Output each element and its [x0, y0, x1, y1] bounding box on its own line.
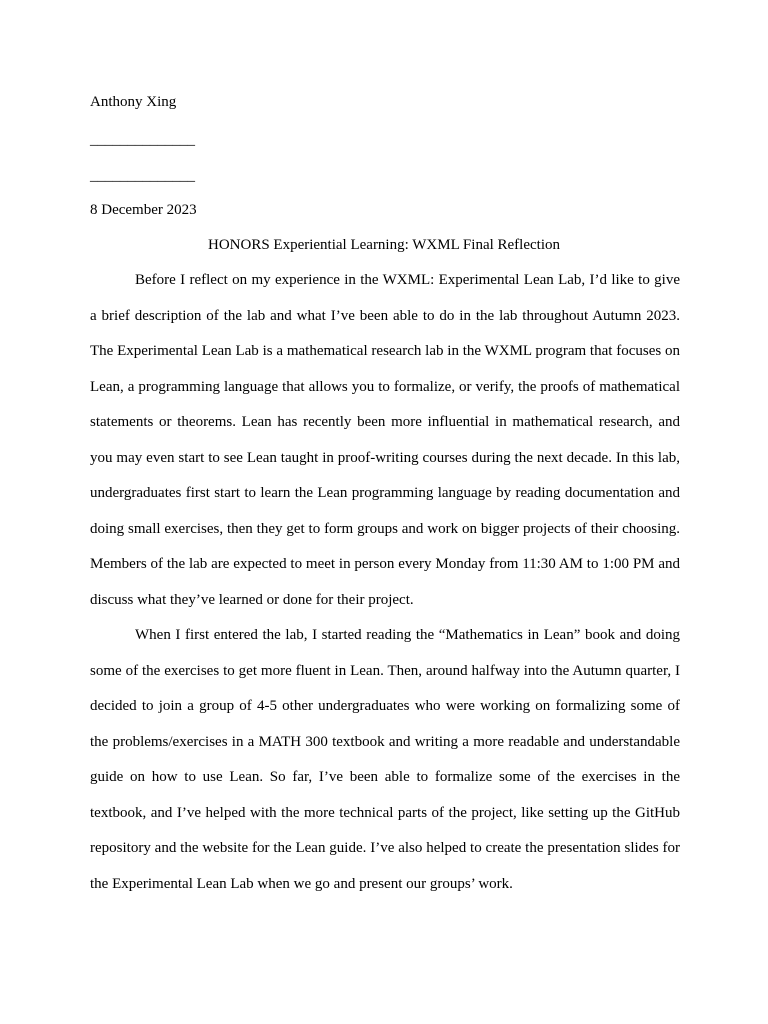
blank-line-2: ______________ — [90, 168, 195, 184]
paragraph-2: When I first entered the lab, I started reading the “Mathematics in Lean” book and doing some of the exercises to get more fluent in Lean. Then, around halfway into the Autumn quarter, I decided to join a group of 4-5 other undergraduates who were working on formalizing some of the problems/exercises in a MATH 300 textbook and writing a more readable and understandable guide on how to use Lean. So far, I’ve been able to formalize some of the exercises in the textbook, and I’ve helped with the more technical parts of the project, like setting up the GitHub repository and the website for the Lean guide. I’ve also helped to create the presentation slides for the Experimental Lean Lab when we go and present our groups’ work. — [90, 627, 680, 892]
document-date: 8 December 2023 — [90, 202, 197, 218]
document-title: HONORS Experiential Learning: WXML Final Reflection — [207, 237, 560, 253]
document-body — [90, 263, 680, 902]
paragraph-1: Before I reflect on my experience in the WXML: Experimental Lean Lab, I’d like to give a brief description of the lab and what I’ve been able to do in the lab throughout Autumn 2023. The Experimental Lean Lab is a mathematical research lab in the WXML program that focuses on Lean, a programming language that allows you to formalize, or verify, the proofs of mathematical statements or theorems. Lean has recently been more influential in mathematical research, and you may even start to see Lean taught in proof-writing courses during the next decade. In this lab, undergraduates first start to learn the Lean programming language by reading documentation and doing small exercises, then they get to form groups and work on bigger projects of their choosing. Members of the lab are expected to meet in person every Monday from 11:30 AM to 1:00 PM and discuss what they’ve learned or done for their project. — [90, 272, 680, 608]
author-name: Anthony Xing — [90, 94, 177, 110]
blank-line-1: ______________ — [90, 132, 195, 148]
